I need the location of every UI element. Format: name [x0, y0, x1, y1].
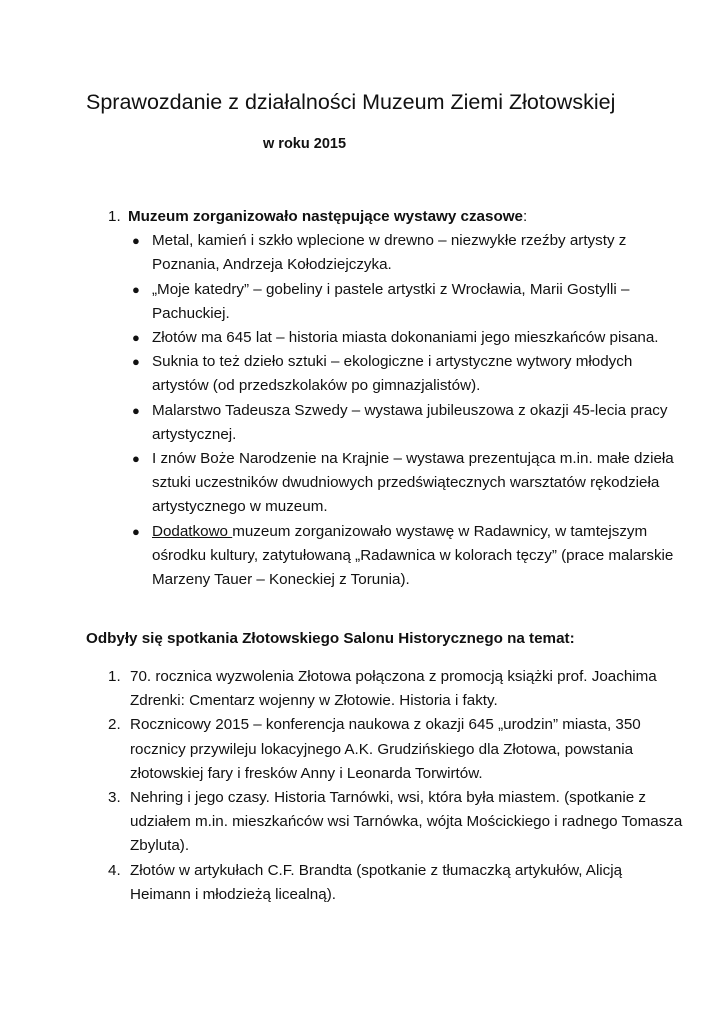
item-number: 2.	[108, 716, 121, 734]
exhibitions-heading	[86, 205, 686, 229]
bullet-icon: ●	[132, 233, 140, 249]
underlined-word: Dodatkowo	[152, 522, 233, 540]
bullet-icon: ●	[132, 330, 140, 346]
document-title: Sprawozdanie z działalności Muzeum Ziemi Złotowskiej	[86, 90, 616, 114]
list-item	[86, 665, 686, 713]
list-item	[86, 326, 686, 350]
list-item	[86, 447, 686, 520]
list-item	[86, 859, 686, 907]
list-item-text: 70. rocznica wyzwolenia Złotowa połączona z promocją książki prof. Joachima Zdrenki: Cmentarz wojenny w Złotowie. Historia i fakty.	[130, 668, 657, 710]
bullet-icon: ●	[132, 451, 140, 467]
list-item-text: Rocznicowy 2015 – konferencja naukowa z okazji 645 „urodzin” miasta, 350 rocznicy przywileju lokacyjnego A.K. Grudzińskiego dla Złotowa, powstania złotowskiej fary i fresków Anny i Leonarda Torwirtów.	[130, 716, 641, 782]
list-item-text: Metal, kamień i szkło wplecione w drewno – niezwykłe rzeźby artysty z Poznania, Andrzeja Kołodziejczyka.	[152, 232, 627, 274]
item-number: 3.	[108, 789, 121, 807]
list-item	[86, 713, 686, 786]
meetings-list	[86, 665, 686, 907]
item-number: 4.	[108, 861, 121, 879]
list-item-text: Złotów w artykułach C.F. Brandta (spotkanie z tłumaczką artykułów, Alicją Heimann i młodzieżą licealną).	[130, 861, 623, 903]
list-item	[86, 520, 686, 593]
exhibitions-section	[86, 205, 686, 592]
list-item-text: „Moje katedry” – gobeliny i pastele artystki z Wrocławia, Marii Gostylli – Pachuckiej.	[152, 280, 630, 322]
bullet-icon: ●	[132, 281, 140, 297]
bullet-icon: ●	[132, 354, 140, 370]
list-item	[86, 278, 686, 326]
list-item-text: Malarstwo Tadeusza Szwedy – wystawa jubileuszowa z okazji 45-lecia pracy artystycznej.	[152, 401, 668, 443]
bullet-icon: ●	[132, 402, 140, 418]
exhibitions-heading-suffix: :	[523, 208, 528, 225]
section-number: 1.	[108, 208, 121, 225]
meetings-heading: Odbyły się spotkania Złotowskiego Salonu Historycznego na temat:	[86, 630, 575, 647]
list-item	[86, 786, 686, 859]
list-item	[86, 350, 686, 398]
document-subtitle: w roku 2015	[263, 136, 347, 152]
list-item-text: Suknia to też dzieło sztuki – ekologiczne i artystyczne wytwory młodych artystów (od przedszkolaków po gimnazjalistów).	[152, 353, 633, 395]
list-item	[86, 399, 686, 447]
list-item-text: Nehring i jego czasy. Historia Tarnówki, wsi, która była miastem. (spotkanie z udziałem m.in. mieszkańców wsi Tarnówka, wójta Mościckiego i radnego Tomasza Zbyluta).	[130, 789, 683, 855]
list-item-text: I znów Boże Narodzenie na Krajnie – wystawa prezentująca m.in. małe dzieła sztuki uczestników dwudniowych przedświątecznych warsztatów rękodzieła artystycznego w muzeum.	[152, 450, 674, 516]
bullet-icon: ●	[132, 523, 140, 539]
item-number: 1.	[108, 668, 121, 685]
list-item-text: Złotów ma 645 lat – historia miasta dokonaniami jego mieszkańców pisana.	[152, 329, 659, 347]
list-item-text: muzeum zorganizowało wystawę w Radawnicy, w tamtejszym ośrodku kultury, zatytułowaną „Radawnica w kolorach tęczy” (prace malarskie Marzeny Tauer – Koneckiej z Torunia).	[152, 522, 674, 589]
list-item	[86, 229, 686, 277]
exhibitions-heading-text: Muzeum zorganizowało następujące wystawy czasowe	[128, 208, 523, 225]
exhibitions-list	[86, 229, 686, 592]
